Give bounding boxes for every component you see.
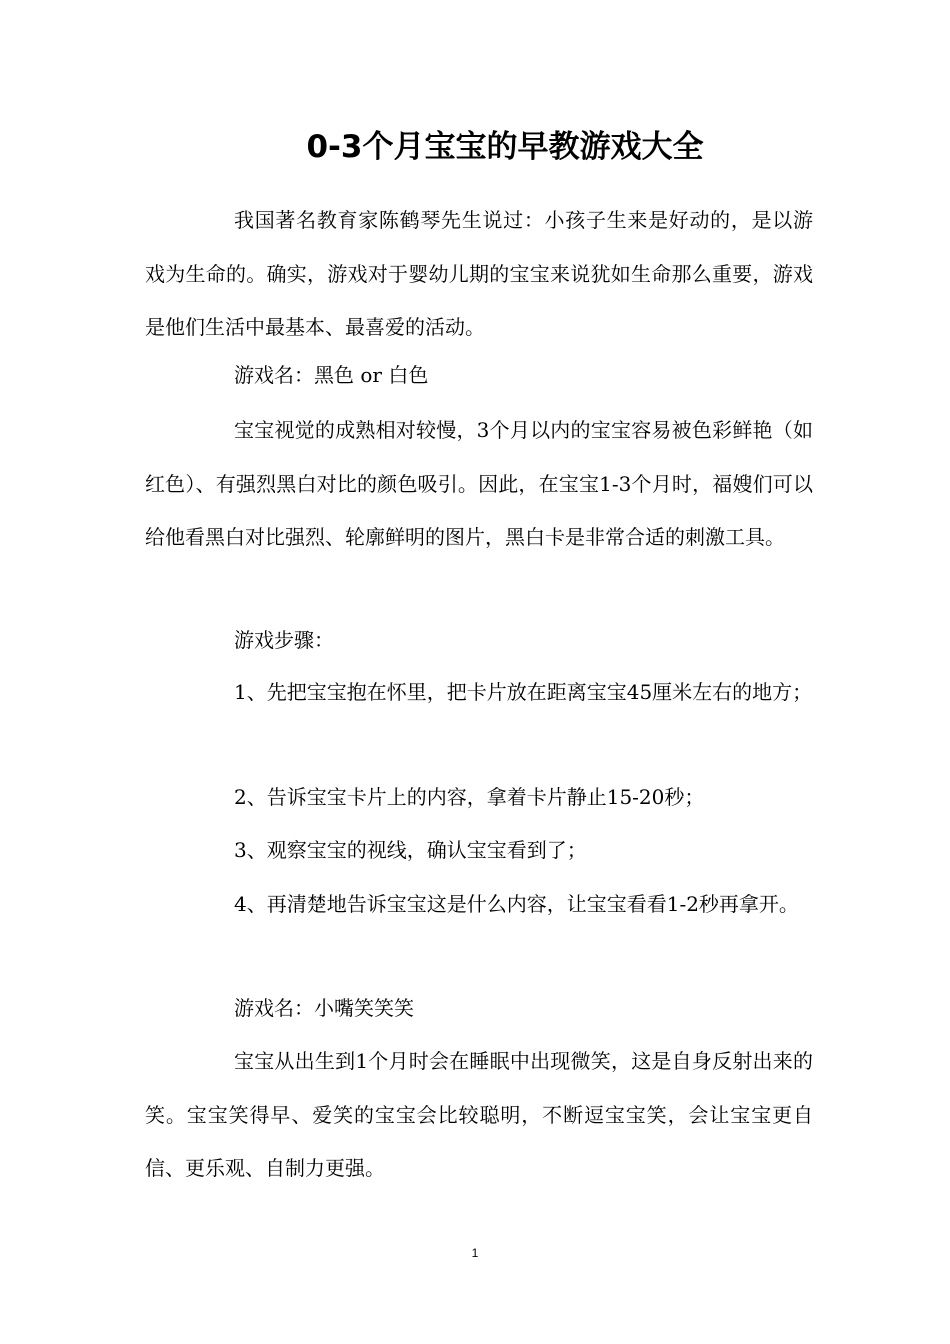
step-3: 3、观察宝宝的视线，确认宝宝看到了；: [234, 838, 587, 862]
game-name-heading: 游戏名：小嘴笑笑笑: [234, 996, 414, 1020]
paragraph-smile: 宝宝从出生到1个月时会在睡眠中出现微笑，这是自身反射出来的笑。宝宝笑得早、爱笑的宝宝会比较聪明，不断逗宝宝笑，会让宝宝更自信、更乐观、自制力更强。: [145, 1049, 813, 1180]
paragraph-visual: 宝宝视觉的成熟相对较慢，3个月以内的宝宝容易被色彩鲜艳（如红色）、有强烈黑白对比的颜色吸引。因此，在宝宝1-3个月时，福嫂们可以给他看黑白对比强烈、轮廓鲜明的图片，黑白卡是非常合适的刺激工具。: [145, 418, 813, 549]
step-2: 2、告诉宝宝卡片上的内容，拿着卡片静止15-20秒；: [234, 785, 705, 809]
step-4: 4、再清楚地告诉宝宝这是什么内容，让宝宝看看1-2秒再拿开。: [234, 892, 799, 916]
paragraph-intro: 我国著名教育家陈鹤琴先生说过：小孩子生来是好动的，是以游戏为生命的。确实，游戏对于婴幼儿期的宝宝来说犹如生命那么重要，游戏是他们生活中最基本、最喜爱的活动。: [145, 208, 813, 339]
step-1: 1、先把宝宝抱在怀里，把卡片放在距离宝宝45厘米左右的地方；: [234, 680, 813, 704]
steps-heading: 游戏步骤：: [234, 628, 334, 652]
page-number: 1: [471, 1246, 479, 1260]
document-title: 0-3个月宝宝的早教游戏大全: [306, 129, 704, 165]
game-name-heading: 游戏名：黑色 or 白色: [234, 363, 429, 387]
